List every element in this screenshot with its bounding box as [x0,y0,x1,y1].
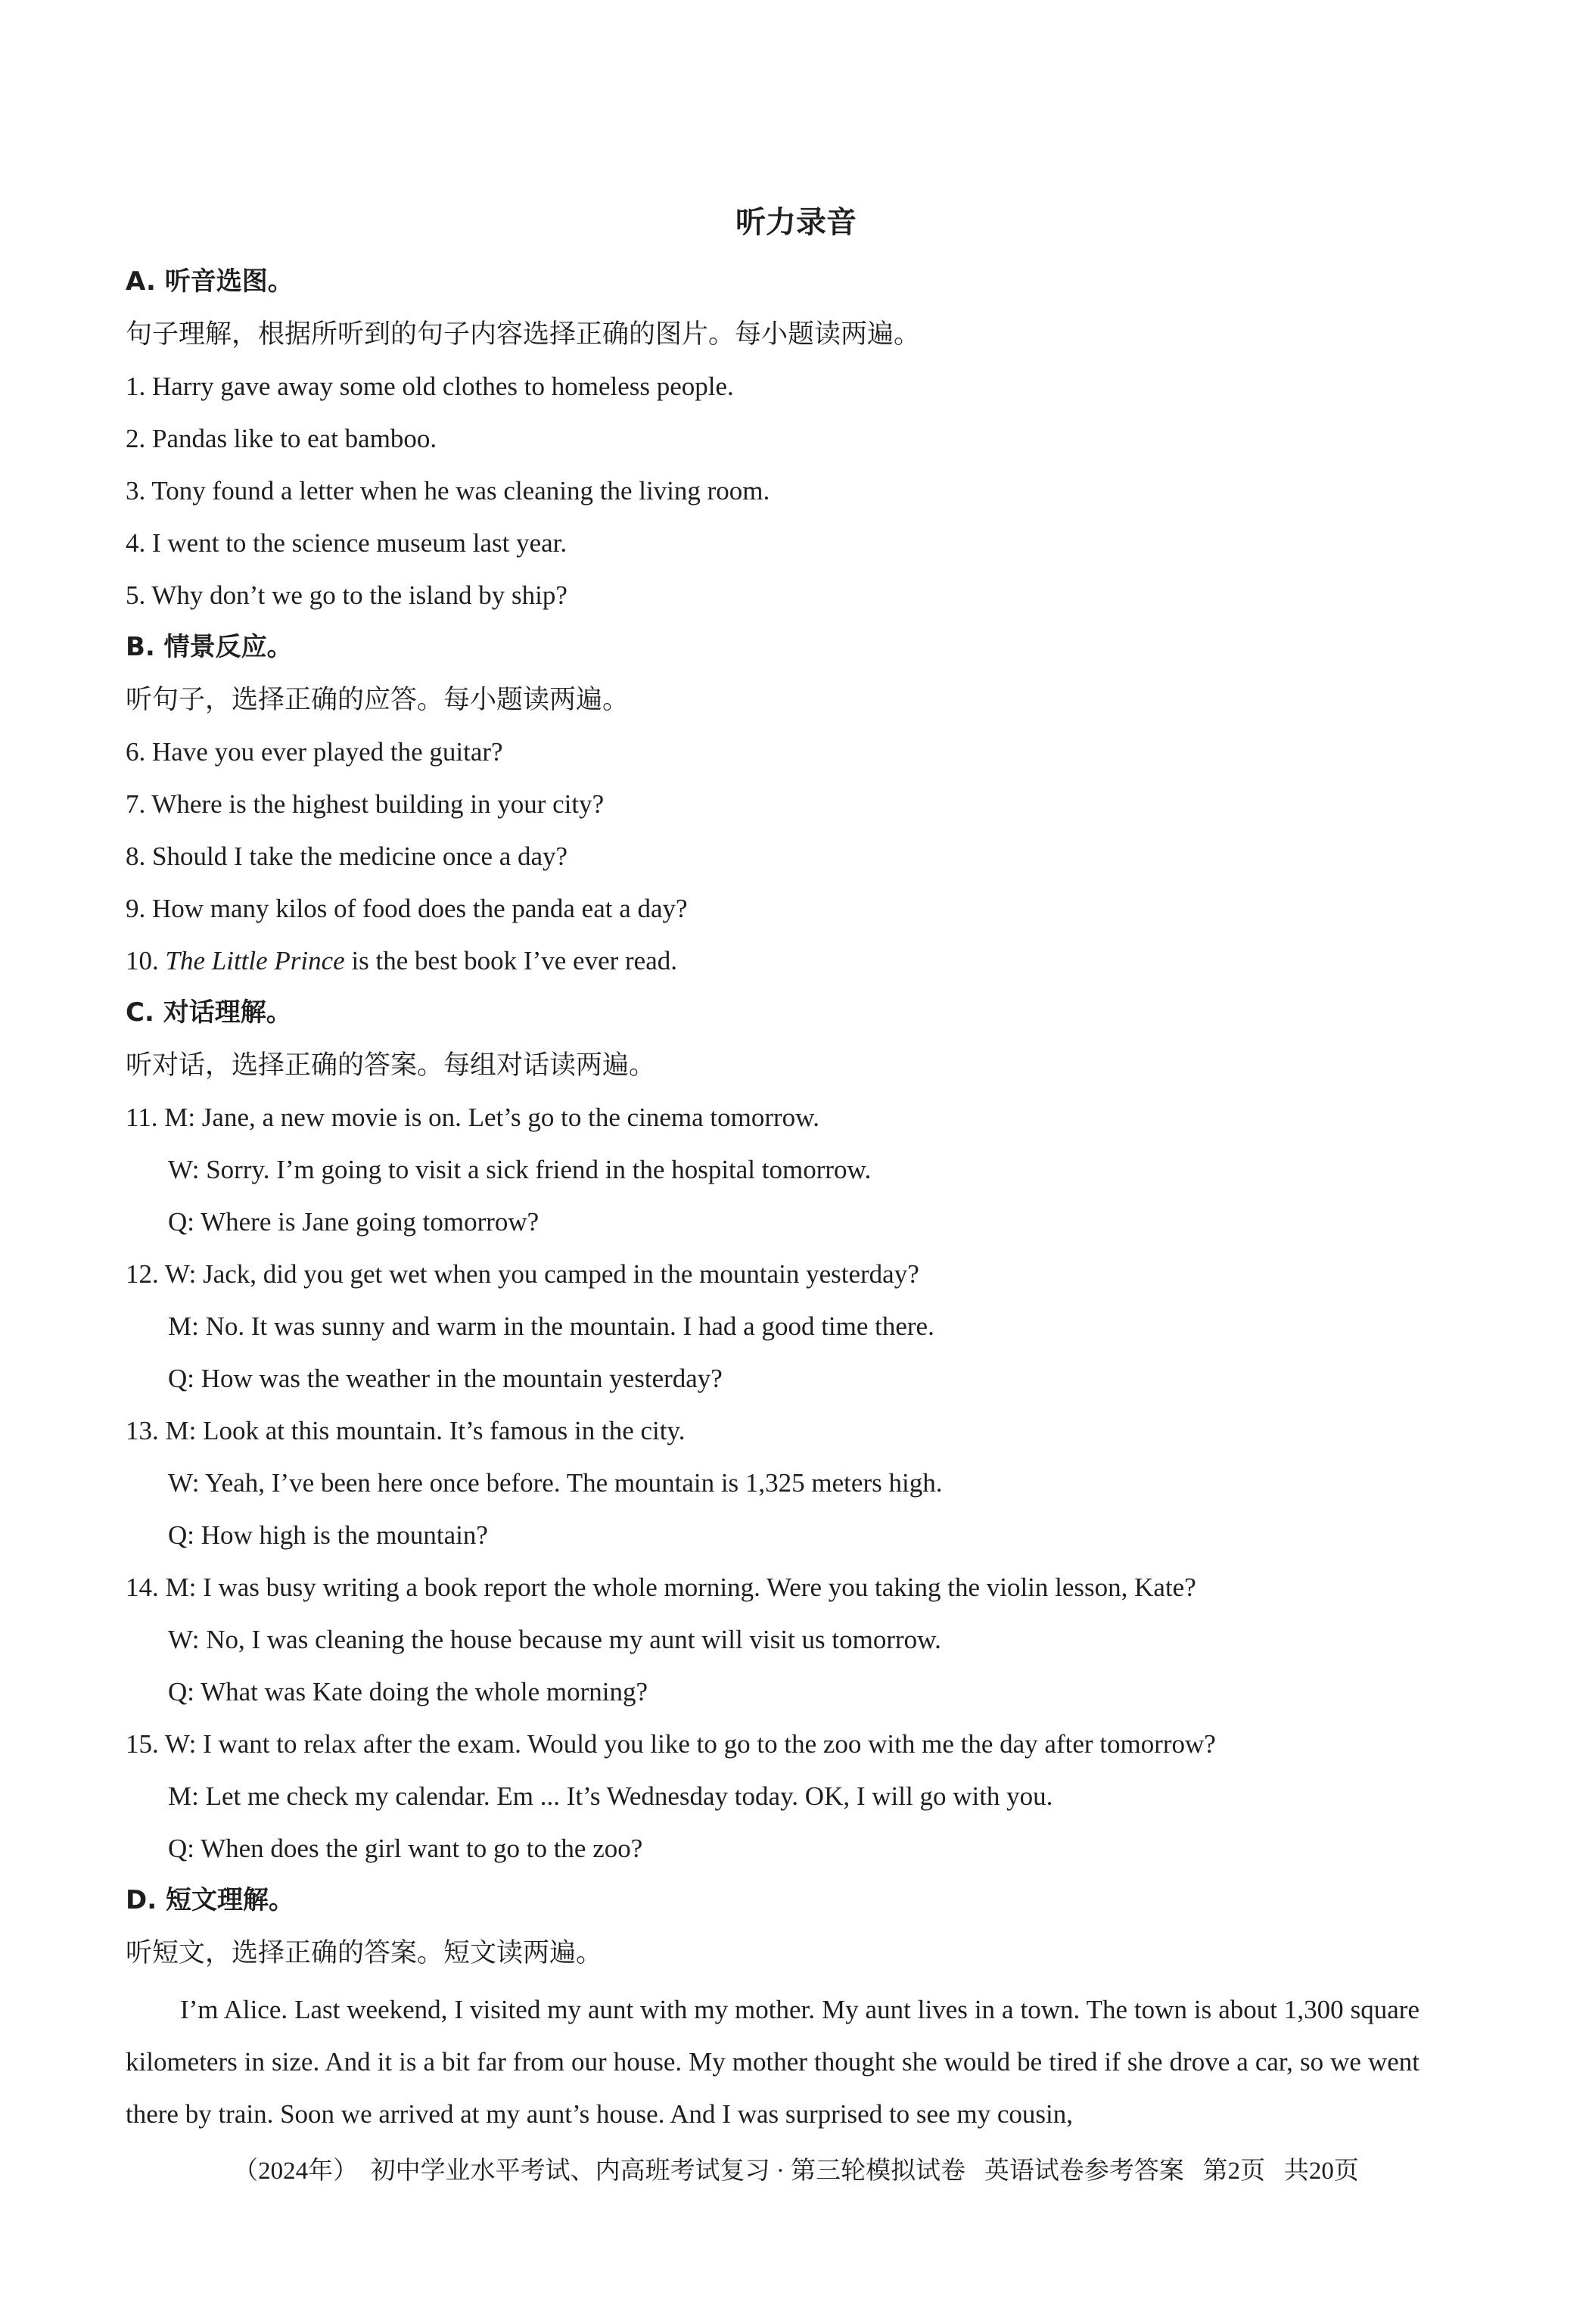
question-10 [126,935,1480,987]
question-7: 7. Where is the highest building in your city? [126,789,605,819]
question-6: 6. Have you ever played the guitar? [126,737,503,767]
section-d-heading: D. 短文理解。 [126,1885,294,1915]
dialogue-15-line-2: M: Let me check my calendar. Em ... It’s Wednesday today. OK, I will go with you. [168,1781,1053,1811]
dialogue-15-question: Q: When does the girl want to go to the zoo? [168,1834,643,1863]
section-b-instruction: 听句子，选择正确的应答。每小题读两遍。 [126,685,630,714]
dialogue-12-line-2: M: No. It was sunny and warm in the mountain. I had a good time there. [168,1311,934,1341]
question-4: 4. I went to the science museum last year. [126,528,567,558]
page-title: 听力录音 [735,205,857,240]
question-1: 1. Harry gave away some old clothes to homeless people. [126,372,734,401]
question-2: 2. Pandas like to eat bamboo. [126,424,437,453]
dialogue-13-line-2: W: Yeah, I’ve been here once before. The mountain is 1,325 meters high. [168,1468,943,1498]
section-a-heading: A. 听音选图。 [126,266,294,297]
passage-text: I’m Alice. Last weekend, I visited my aunt with my mother. My aunt lives in a town. The town is about 1,300 square kilometers in size. And it is a bit far from our house. My mother thought she would be tired if she drove a car, so we went there by train. Soon we arrived at my aunt’s house. And I was surprised to see my cousin, [126,1995,1419,2129]
page-footer: （2024年） 初中学业水平考试、内高班考试复习 · 第三轮模拟试卷 英语试卷参考答案 第2页 共20页 [233,2158,1359,2185]
listening-transcript [126,256,1480,2140]
dialogue-15-line-1: 15. W: I want to relax after the exam. Would you like to go to the zoo with me the day after tomorrow? [126,1729,1216,1759]
section-c-heading: C. 对话理解。 [126,997,292,1028]
dialogue-14-question: Q: What was Kate doing the whole morning? [168,1677,648,1706]
question-9: 9. How many kilos of food does the panda eat a day? [126,894,688,923]
question-5: 5. Why don’t we go to the island by ship? [126,580,567,610]
dialogue-11-line-1: 11. M: Jane, a new movie is on. Let’s go to the cinema tomorrow. [126,1103,819,1132]
dialogue-13-line-1: 13. M: Look at this mountain. It’s famous in the city. [126,1416,686,1445]
section-c-instruction: 听对话，选择正确的答案。每组对话读两遍。 [126,1050,656,1080]
dialogue-12-question: Q: How was the weather in the mountain yesterday? [168,1364,723,1393]
dialogue-14-line-1: 14. M: I was busy writing a book report the whole morning. Were you taking the violin lesson, Kate? [126,1573,1196,1602]
question-10-text: is the best book I’ve ever read. [344,946,677,975]
section-a-instruction: 句子理解，根据所听到的句子内容选择正确的图片。每小题读两遍。 [126,319,921,349]
dialogue-11-line-2: W: Sorry. I’m going to visit a sick friend in the hospital tomorrow. [168,1155,872,1184]
dialogue-12-line-1: 12. W: Jack, did you get wet when you camped in the mountain yesterday? [126,1259,919,1289]
dialogue-13-question: Q: How high is the mountain? [168,1520,488,1550]
question-8: 8. Should I take the medicine once a day? [126,842,568,871]
book-title: The Little Prince [165,946,345,975]
section-d-instruction: 听短文，选择正确的答案。短文读两遍。 [126,1938,603,1968]
question-10-number: 10. [126,946,166,975]
section-b-heading: B. 情景反应。 [126,632,293,662]
dialogue-11-question: Q: Where is Jane going tomorrow? [168,1207,539,1237]
question-3: 3. Tony found a letter when he was cleaning the living room. [126,476,770,506]
dialogue-14-line-2: W: No, I was cleaning the house because my aunt will visit us tomorrow. [168,1625,941,1654]
